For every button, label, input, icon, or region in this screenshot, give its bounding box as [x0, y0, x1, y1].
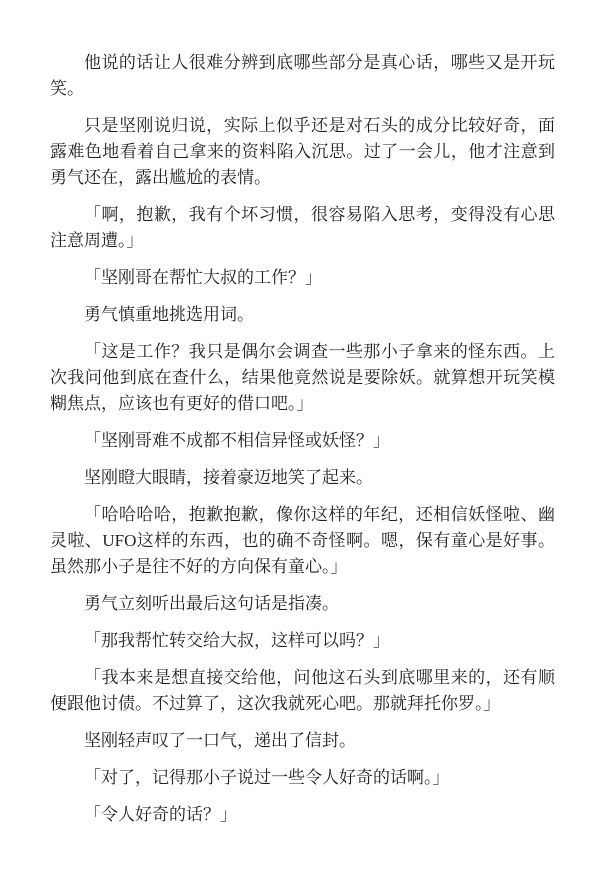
paragraph: 「对了，记得那小子说过一些令人好奇的话啊。」	[84, 768, 450, 787]
paragraph: 「那我帮忙转交给大叔，这样可以吗？」	[84, 631, 390, 650]
paragraph: 勇气立刻听出最后这句话是指凑。	[84, 594, 339, 613]
paragraph: 「令人好奇的话？」	[84, 805, 237, 824]
paragraph: 只是坚刚说归说，实际上似乎还是对石头的成分比较好奇，面露难色地看着自己拿来的资料陷入沉思。过了一会儿，他才注意到勇气还在，露出尴尬的表情。	[50, 116, 555, 187]
paragraph: 坚刚轻声叹了一口气，递出了信封。	[84, 731, 356, 750]
paragraph: 「哈哈哈哈，抱歉抱歉，像你这样的年纪，还相信妖怪啦、幽灵啦、UFO这样的东西，也的确不奇怪啊。嗯，保有童心是好事。虽然那小子是往不好的方向保有童心。」	[50, 505, 555, 576]
paragraph: 「这是工作？我只是偶尔会调查一些那小子拿来的怪东西。上次我问他到底在查什么，结果他竟然说是要除妖。就算想开玩笑模糊焦点，应该也有更好的借口吧。」	[50, 342, 555, 413]
paragraph: 他说的话让人很难分辨到底哪些部分是真心话，哪些又是开玩笑。	[50, 53, 555, 98]
paragraph: 勇气慎重地挑选用词。	[84, 305, 254, 324]
paragraph: 坚刚瞪大眼睛，接着豪迈地笑了起来。	[84, 468, 373, 487]
paragraph: 「坚刚哥难不成都不相信异怪或妖怪？」	[84, 431, 390, 450]
paragraph: 「坚刚哥在帮忙大叔的工作？」	[84, 268, 322, 287]
paragraph: 「啊，抱歉，我有个坏习惯，很容易陷入思考，变得没有心思注意周遭。」	[50, 205, 555, 250]
paragraph: 「我本来是想直接交给他，问他这石头到底哪里来的，还有顺便跟他讨债。不过算了，这次我就死心吧。那就拜托你罗。」	[50, 668, 555, 713]
document-text-body	[50, 50, 555, 828]
